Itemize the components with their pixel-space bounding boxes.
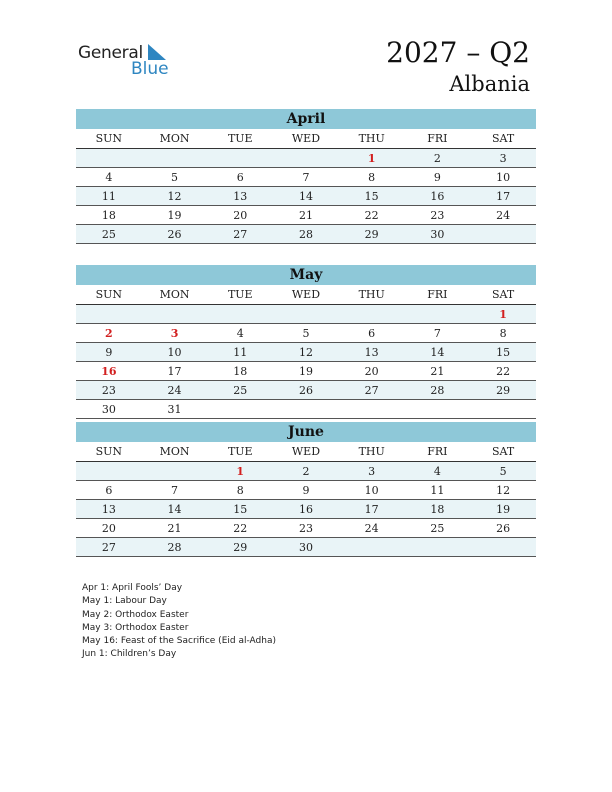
day-cell: 13 <box>207 187 273 206</box>
day-cell: 30 <box>76 400 142 419</box>
weekday-header: WED <box>273 285 339 305</box>
holiday-note: May 1: Labour Day <box>82 596 167 607</box>
day-cell: 25 <box>207 381 273 400</box>
day-cell: 2 <box>405 149 471 168</box>
weekday-header: FRI <box>405 129 471 149</box>
holiday-note: May 16: Feast of the Sacrifice (Eid al-Adha) <box>82 636 276 647</box>
day-cell: 24 <box>142 381 208 400</box>
day-cell: 21 <box>142 519 208 538</box>
week-row <box>76 343 536 362</box>
day-cell: 5 <box>273 324 339 343</box>
day-cell: 19 <box>142 206 208 225</box>
weekday-header: THU <box>339 129 405 149</box>
weekday-header: THU <box>339 285 405 305</box>
day-cell: 22 <box>339 206 405 225</box>
day-cell: 14 <box>142 500 208 519</box>
month-title: May <box>76 265 536 285</box>
day-cell: 30 <box>273 538 339 557</box>
day-cell: 10 <box>470 168 536 187</box>
day-cell: 2 <box>273 462 339 481</box>
day-cell <box>76 305 142 324</box>
week-row <box>76 305 536 324</box>
day-cell: 22 <box>470 362 536 381</box>
week-row <box>76 362 536 381</box>
week-row <box>76 481 536 500</box>
day-cell: 26 <box>273 381 339 400</box>
day-cell: 18 <box>76 206 142 225</box>
day-cell: 19 <box>273 362 339 381</box>
day-cell: 9 <box>273 481 339 500</box>
week-row <box>76 500 536 519</box>
day-cell <box>76 462 142 481</box>
day-cell: 23 <box>405 206 471 225</box>
weekday-header: WED <box>273 442 339 462</box>
day-cell: 8 <box>207 481 273 500</box>
week-row <box>76 149 536 168</box>
day-cell <box>142 149 208 168</box>
day-cell: 28 <box>405 381 471 400</box>
weekday-header: SAT <box>470 442 536 462</box>
day-cell <box>142 462 208 481</box>
weekday-header: MON <box>142 442 208 462</box>
day-cell: 21 <box>273 206 339 225</box>
month-june <box>76 422 536 557</box>
weekday-header: TUE <box>207 129 273 149</box>
day-cell: 13 <box>339 343 405 362</box>
day-cell: 13 <box>76 500 142 519</box>
day-cell: 18 <box>405 500 471 519</box>
day-cell <box>273 149 339 168</box>
month-april <box>76 109 536 244</box>
day-cell <box>339 538 405 557</box>
weekday-header: TUE <box>207 285 273 305</box>
day-cell: 6 <box>207 168 273 187</box>
day-cell: 17 <box>142 362 208 381</box>
day-cell: 26 <box>142 225 208 244</box>
weekday-header: SUN <box>76 442 142 462</box>
day-cell: 16 <box>273 500 339 519</box>
weekday-header: SUN <box>76 285 142 305</box>
day-cell: 15 <box>470 343 536 362</box>
holiday-note: Apr 1: April Fools’ Day <box>82 583 183 593</box>
day-cell: 30 <box>405 225 471 244</box>
day-cell: 1 <box>339 149 405 168</box>
day-cell: 11 <box>405 481 471 500</box>
week-row <box>76 381 536 400</box>
day-cell <box>142 305 208 324</box>
page-title: 2027 – Q2 <box>386 36 530 69</box>
day-cell: 14 <box>273 187 339 206</box>
day-cell <box>339 305 405 324</box>
day-cell: 1 <box>207 462 273 481</box>
day-cell: 10 <box>142 343 208 362</box>
day-cell: 10 <box>339 481 405 500</box>
day-cell: 27 <box>76 538 142 557</box>
day-cell: 8 <box>470 324 536 343</box>
week-row <box>76 324 536 343</box>
weekday-header: MON <box>142 285 208 305</box>
day-cell: 5 <box>470 462 536 481</box>
month-title: April <box>76 109 536 129</box>
day-cell <box>273 400 339 419</box>
week-row <box>76 400 536 419</box>
day-cell: 15 <box>207 500 273 519</box>
day-cell: 7 <box>405 324 471 343</box>
day-cell <box>207 149 273 168</box>
day-cell <box>470 400 536 419</box>
day-cell <box>470 225 536 244</box>
day-cell <box>470 538 536 557</box>
day-cell: 7 <box>273 168 339 187</box>
day-cell: 24 <box>470 206 536 225</box>
day-cell: 11 <box>207 343 273 362</box>
day-cell: 9 <box>405 168 471 187</box>
day-cell: 29 <box>207 538 273 557</box>
logo-general-text: General <box>78 43 143 63</box>
week-row <box>76 187 536 206</box>
day-cell: 11 <box>76 187 142 206</box>
day-cell: 4 <box>405 462 471 481</box>
holiday-note: Jun 1: Children’s Day <box>82 649 177 660</box>
day-cell: 14 <box>405 343 471 362</box>
week-row <box>76 538 536 557</box>
day-cell: 7 <box>142 481 208 500</box>
weekday-header: SAT <box>470 285 536 305</box>
day-cell: 2 <box>76 324 142 343</box>
day-cell: 19 <box>470 500 536 519</box>
day-cell: 12 <box>470 481 536 500</box>
day-cell: 3 <box>470 149 536 168</box>
day-cell: 27 <box>339 381 405 400</box>
day-cell: 3 <box>142 324 208 343</box>
day-cell: 23 <box>76 381 142 400</box>
day-cell: 31 <box>142 400 208 419</box>
weekday-header: WED <box>273 129 339 149</box>
logo-blue-text: Blue <box>131 59 169 79</box>
day-cell: 18 <box>207 362 273 381</box>
calendar-table <box>76 285 536 419</box>
day-cell: 26 <box>470 519 536 538</box>
day-cell: 22 <box>207 519 273 538</box>
calendar-table <box>76 129 536 244</box>
week-row <box>76 206 536 225</box>
logo <box>78 40 178 80</box>
day-cell: 6 <box>339 324 405 343</box>
day-cell: 29 <box>470 381 536 400</box>
day-cell: 28 <box>273 225 339 244</box>
day-cell: 20 <box>339 362 405 381</box>
day-cell: 4 <box>76 168 142 187</box>
week-row <box>76 519 536 538</box>
day-cell <box>207 400 273 419</box>
country-name: Albania <box>449 72 530 96</box>
day-cell: 5 <box>142 168 208 187</box>
day-cell: 15 <box>339 187 405 206</box>
day-cell: 6 <box>76 481 142 500</box>
day-cell: 12 <box>142 187 208 206</box>
day-cell <box>273 305 339 324</box>
weekday-header: FRI <box>405 442 471 462</box>
weekday-header: MON <box>142 129 208 149</box>
day-cell <box>405 400 471 419</box>
week-row <box>76 225 536 244</box>
day-cell: 17 <box>339 500 405 519</box>
day-cell: 24 <box>339 519 405 538</box>
day-cell: 23 <box>273 519 339 538</box>
day-cell: 3 <box>339 462 405 481</box>
day-cell: 20 <box>76 519 142 538</box>
holiday-note: May 2: Orthodox Easter <box>82 609 189 620</box>
weekday-header: THU <box>339 442 405 462</box>
weekday-header: SAT <box>470 129 536 149</box>
holiday-notes <box>82 582 276 662</box>
holiday-note: May 3: Orthodox Easter <box>82 622 189 633</box>
day-cell: 8 <box>339 168 405 187</box>
weekday-header: TUE <box>207 442 273 462</box>
day-cell: 12 <box>273 343 339 362</box>
day-cell: 16 <box>405 187 471 206</box>
day-cell: 25 <box>76 225 142 244</box>
day-cell: 4 <box>207 324 273 343</box>
month-may <box>76 265 536 419</box>
month-title: June <box>76 422 536 442</box>
day-cell: 17 <box>470 187 536 206</box>
day-cell: 20 <box>207 206 273 225</box>
day-cell: 29 <box>339 225 405 244</box>
day-cell <box>405 538 471 557</box>
day-cell: 16 <box>76 362 142 381</box>
day-cell <box>207 305 273 324</box>
day-cell: 21 <box>405 362 471 381</box>
day-cell: 25 <box>405 519 471 538</box>
day-cell <box>339 400 405 419</box>
day-cell: 27 <box>207 225 273 244</box>
calendar-table <box>76 442 536 557</box>
day-cell: 1 <box>470 305 536 324</box>
day-cell <box>76 149 142 168</box>
day-cell <box>405 305 471 324</box>
week-row <box>76 168 536 187</box>
day-cell: 9 <box>76 343 142 362</box>
weekday-header: SUN <box>76 129 142 149</box>
week-row <box>76 462 536 481</box>
weekday-header: FRI <box>405 285 471 305</box>
day-cell: 28 <box>142 538 208 557</box>
